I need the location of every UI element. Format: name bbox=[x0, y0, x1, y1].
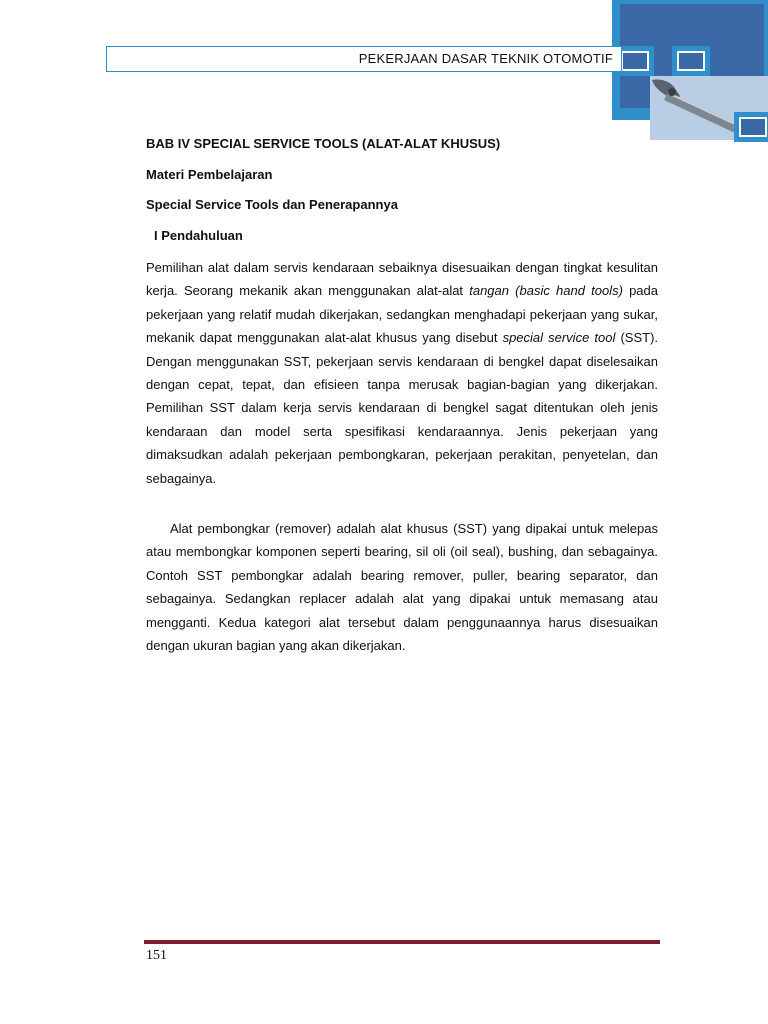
paragraph-intro-italic2: special service tool bbox=[502, 330, 616, 346]
section-heading: I Pendahuluan bbox=[154, 228, 243, 243]
header-title: PEKERJAAN DASAR TEKNIK OTOMOTIF bbox=[358, 51, 613, 66]
section-subtitle: Special Service Tools dan Penerapannya bbox=[146, 197, 398, 212]
paragraph-intro-part2: pada pekerjaan yang relatif mudah dikerjakan, sedangkan menghadapi pekerjaan yang sukar, mekanik dapat menggunakan alat-alat khusus yang disebut bbox=[146, 283, 658, 346]
paragraph-intro bbox=[146, 256, 658, 490]
decoration-square-left bbox=[621, 51, 649, 71]
decoration-square-right bbox=[677, 51, 705, 71]
footer-rule bbox=[144, 940, 660, 944]
header-bar bbox=[106, 46, 622, 72]
paragraph-remover: Alat pembongkar (remover) adalah alat khusus (SST) yang dipakai untuk melepas atau membongkar komponen seperti bearing, sil oli (oil seal), bushing, dan sebagainya. Contoh SST pembongkar adalah bearing remover, puller, bearing separator, dan sebagainya. Sedangkan replacer adalah alat yang dipakai untuk memasang atau mengganti. Kedua kategori alat tersebut dalam penggunaannya harus disesuaikan dengan ukuran bagian yang akan dikerjakan. bbox=[146, 521, 658, 654]
paragraph-intro-italic1: tangan (basic hand tools) bbox=[469, 283, 623, 299]
decoration-square-bottom bbox=[739, 117, 767, 137]
page-number: 151 bbox=[146, 948, 167, 963]
materi-heading: Materi Pembelajaran bbox=[146, 167, 273, 182]
paragraph-intro-part3: (SST). Dengan menggunakan SST, pekerjaan servis kendaraan di bengkel dapat diselesaikan dengan cepat, tepat, dan efisieen tanpa merusak bagian-bagian yang dikerjakan. Pemilihan SST dalam kerja servis kendaraan di bengkel sagat ditentukan oleh jenis kendaraan dan model serta spesifikasi kendaraannya. Jenis pekerjaan yang dimaksudkan adalah pekerjaan pembongkaran, pekerjaan perakitan, penyetelan, dan sebagainya. bbox=[146, 330, 659, 486]
paragraph-intro-part1: Pemilihan alat dalam servis kendaraan sebaiknya disesuaikan dengan tingkat kesulitan kerja. Seorang mekanik akan menggunakan alat-alat bbox=[146, 260, 658, 299]
chapter-title: BAB IV SPECIAL SERVICE TOOLS (ALAT-ALAT KHUSUS) bbox=[146, 136, 501, 151]
